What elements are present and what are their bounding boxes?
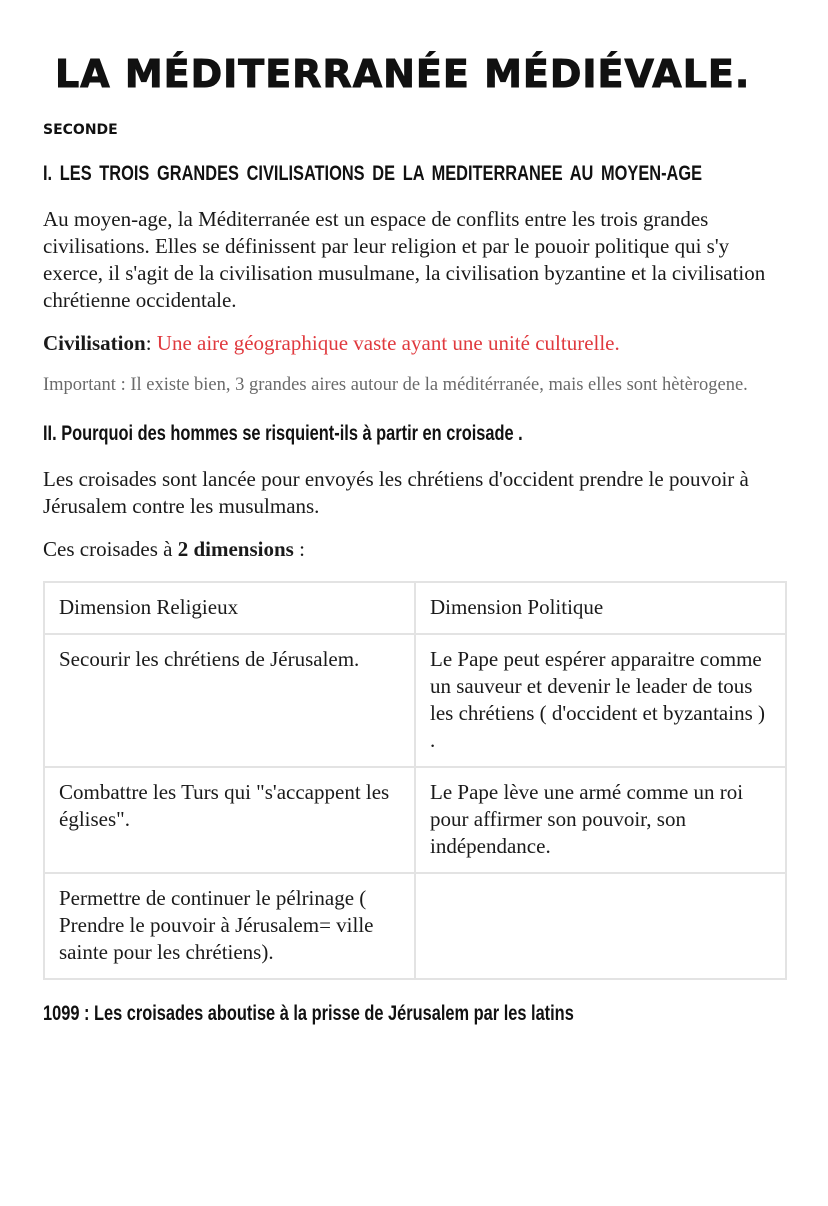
level-label: SECONDE xyxy=(43,122,118,138)
dimensions-table xyxy=(43,581,787,980)
header-religious: Dimension Religieux xyxy=(44,582,415,634)
dimensions-suffix: : xyxy=(293,537,305,561)
header-political: Dimension Politique xyxy=(415,582,786,634)
dimensions-prefix: Ces croisades à xyxy=(43,537,178,561)
table-cell xyxy=(415,873,786,979)
document-page xyxy=(43,50,788,1028)
dimensions-count: 2 dimensions xyxy=(177,537,294,561)
table-row xyxy=(44,873,786,979)
definition-separator: : xyxy=(145,331,157,355)
table-cell: Le Pape lève une armé comme un roi pour affirmer son pouvoir, son indépendance. xyxy=(415,767,786,873)
table-row xyxy=(44,634,786,767)
table-cell: Permettre de continuer le pélrinage ( Prendre le pouvoir à Jérusalem= ville sainte pour les chrétiens). xyxy=(44,873,415,979)
section-2-heading: II. Pourquoi des hommes se risquient-ils à partir en croisade . xyxy=(43,422,523,445)
table-header-row xyxy=(44,582,786,634)
definition-text: Une aire géographique vaste ayant une unité culturelle. xyxy=(156,331,620,355)
definition-term: Civilisation xyxy=(43,331,146,355)
table-cell: Le Pape peut espérer apparaitre comme un sauveur et devenir le leader de tous les chrétiens ( d'occident et byzantains ) . xyxy=(415,634,786,767)
section-2-paragraph: Les croisades sont lancée pour envoyés les chrétiens d'occident prendre le pouvoir à Jérusalem contre les musulmans. xyxy=(43,467,749,518)
table-cell: Combattre les Turs qui "s'accappent les églises". xyxy=(44,767,415,873)
table-cell: Secourir les chrétiens de Jérusalem. xyxy=(44,634,415,767)
section-1-heading: I. LES TROIS GRANDES CIVILISATIONS DE LA MEDITERRANEE AU MOYEN-AGE xyxy=(43,162,703,185)
table-row xyxy=(44,767,786,873)
conclusion-line: 1099 : Les croisades aboutise à la prisse de Jérusalem par les latins xyxy=(43,1002,574,1025)
section-1-paragraph: Au moyen-age, la Méditerranée est un espace de conflits entre les trois grandes civilisations. Elles se définissent par leur religion et par le pouoir politique qui s'y exerce, il s'agit de la civilisation musulmane, la civilisation byzantine et la civilisation chrétienne occidentale. xyxy=(43,207,766,312)
civilisation-definition xyxy=(43,330,788,357)
document-title: LA MÉDITERRANÉE MÉDIÉVALE. xyxy=(55,52,751,96)
important-note: Important : Il existe bien, 3 grandes aires autour de la méditérranée, mais elles sont hètèrogene. xyxy=(43,375,748,395)
dimensions-intro xyxy=(43,536,788,563)
